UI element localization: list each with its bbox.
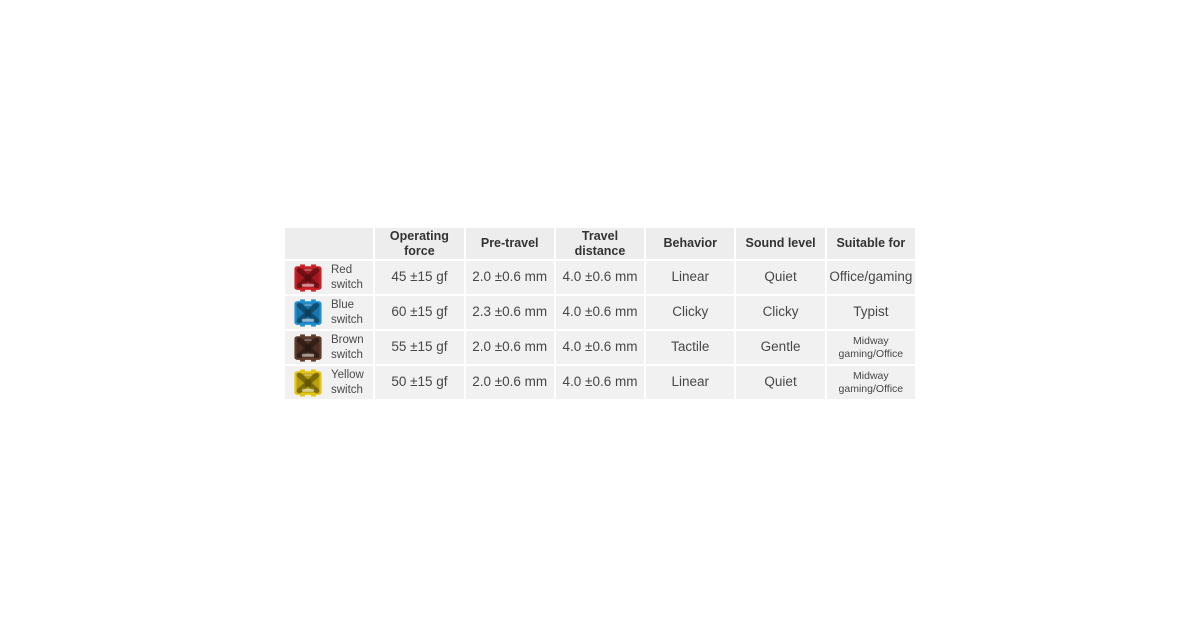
red-pre-travel: 2.0 ±0.6 mm — [466, 261, 554, 294]
brown-travel-distance: 4.0 ±0.6 mm — [556, 331, 644, 364]
blue-pre-travel: 2.3 ±0.6 mm — [466, 296, 554, 329]
table-row-brown-switch-label — [285, 331, 373, 364]
red-travel-distance: 4.0 ±0.6 mm — [556, 261, 644, 294]
table-row-blue-switch-label — [285, 296, 373, 329]
yellow-switch-icon — [294, 369, 322, 397]
blue-behavior: Clicky — [646, 296, 734, 329]
brown-behavior: Tactile — [646, 331, 734, 364]
yellow-pre-travel: 2.0 ±0.6 mm — [466, 366, 554, 399]
table-row-red-switch-label — [285, 261, 373, 294]
switch-name: Red switch — [331, 264, 363, 291]
brown-suitable-for: Midway gaming/Office — [827, 331, 915, 364]
switch-name: Yellow switch — [331, 369, 364, 396]
yellow-behavior: Linear — [646, 366, 734, 399]
switch-name: Brown switch — [331, 334, 364, 361]
yellow-sound-level: Quiet — [736, 366, 824, 399]
header-cell-operating-force: Operating force — [375, 228, 463, 259]
red-sound-level: Quiet — [736, 261, 824, 294]
red-switch-icon — [294, 264, 322, 292]
header-cell-switch — [285, 228, 373, 259]
table-row-yellow-switch-label — [285, 366, 373, 399]
yellow-suitable-for: Midway gaming/Office — [827, 366, 915, 399]
yellow-operating-force: 50 ±15 gf — [375, 366, 463, 399]
switch-spec-table — [285, 228, 915, 399]
blue-switch-icon — [294, 299, 322, 327]
blue-travel-distance: 4.0 ±0.6 mm — [556, 296, 644, 329]
brown-switch-icon — [294, 334, 322, 362]
red-behavior: Linear — [646, 261, 734, 294]
header-cell-behavior: Behavior — [646, 228, 734, 259]
brown-pre-travel: 2.0 ±0.6 mm — [466, 331, 554, 364]
brown-sound-level: Gentle — [736, 331, 824, 364]
yellow-travel-distance: 4.0 ±0.6 mm — [556, 366, 644, 399]
red-suitable-for: Office/gaming — [827, 261, 915, 294]
header-cell-suitable-for: Suitable for — [827, 228, 915, 259]
blue-suitable-for: Typist — [827, 296, 915, 329]
switch-name: Blue switch — [331, 299, 363, 326]
red-operating-force: 45 ±15 gf — [375, 261, 463, 294]
brown-operating-force: 55 ±15 gf — [375, 331, 463, 364]
blue-operating-force: 60 ±15 gf — [375, 296, 463, 329]
header-cell-travel-distance: Travel distance — [556, 228, 644, 259]
blue-sound-level: Clicky — [736, 296, 824, 329]
header-cell-sound-level: Sound level — [736, 228, 824, 259]
header-cell-pre-travel: Pre-travel — [466, 228, 554, 259]
